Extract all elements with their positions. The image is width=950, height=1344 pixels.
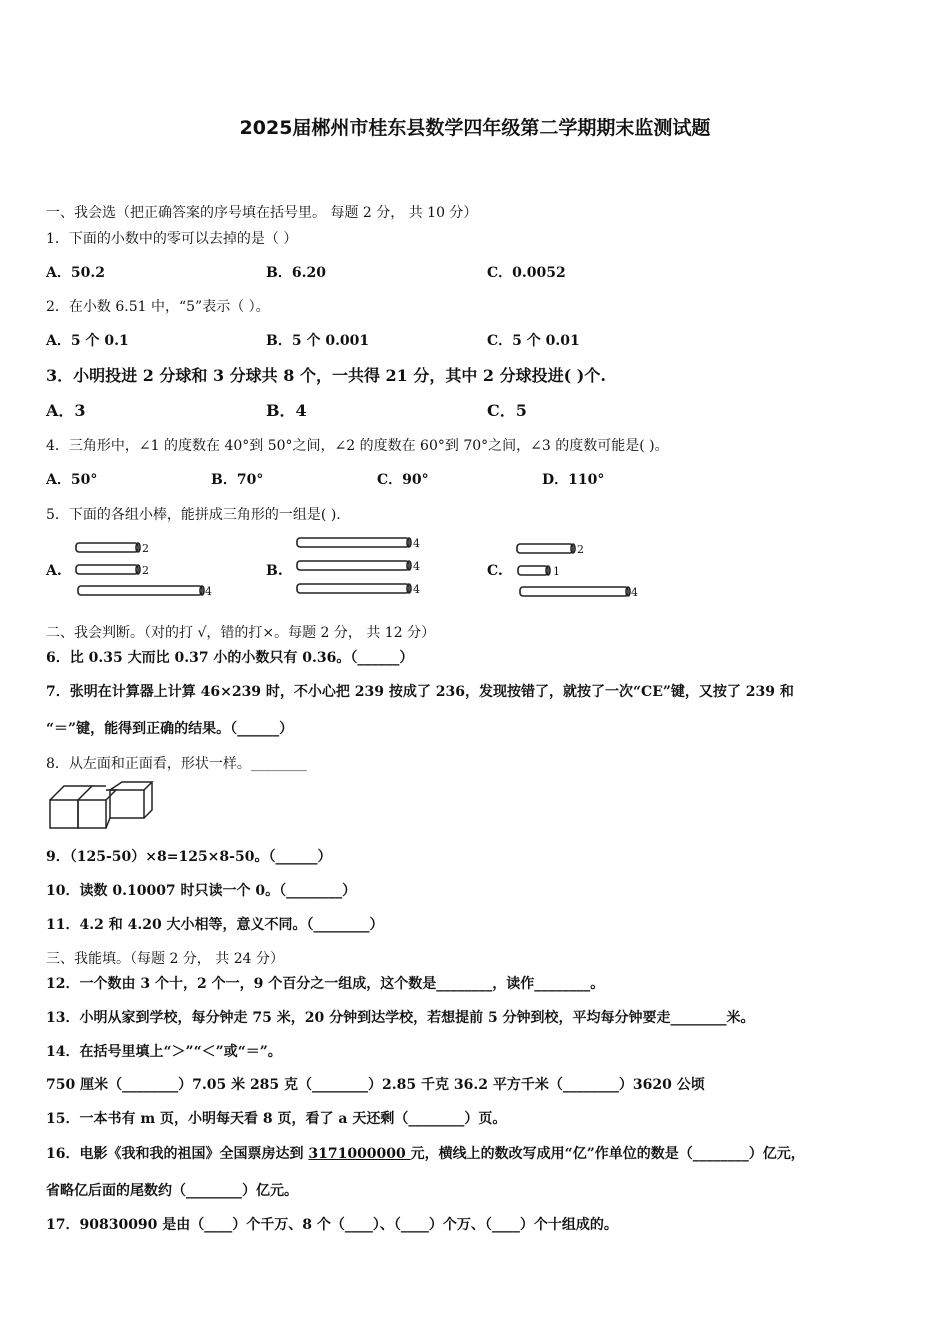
stick-b2 [297, 561, 409, 570]
stick-b2-label: 4 [413, 560, 420, 573]
stick-b3 [297, 584, 409, 593]
stick-a3 [78, 586, 202, 595]
question-16-line-1 [46, 1143, 805, 1163]
section-1-header: 一、我会选（把正确答案的序号填在括号里。 每题 2 分， 共 10 分） [46, 205, 478, 221]
question-2: 2．在小数 6.51 中，“5”表示（ ）。 [46, 299, 270, 315]
question-14-items: 750 厘米（________）7.05 米 285 克（________）2.85 千克 36.2 平方千米（________）3620 公顷 [46, 1077, 705, 1093]
stick-a1 [76, 543, 138, 552]
q16-number: 3171000000 [308, 1146, 411, 1162]
stick-a3-label: 4 [205, 585, 212, 598]
stick-c2-label: 1 [553, 565, 560, 578]
question-5: 5．下面的各组小棒，能拼成三角形的一组是( ). [46, 507, 341, 523]
stick-a2-label: 2 [142, 564, 149, 577]
q16-suffix: 元，横线上的数改写成用“亿”作单位的数是（________）亿元， [410, 1146, 805, 1162]
q4-option-d: D．110° [542, 472, 605, 488]
q3-option-b: B．4 [266, 401, 307, 420]
question-16-line-2: 省略亿后面的尾数约（________）亿元。 [46, 1183, 298, 1199]
question-8: 8．从左面和正面看，形状一样。________ [46, 756, 307, 772]
section-3-header: 三、我能填。（每题 2 分， 共 24 分） [46, 951, 284, 967]
q1-option-a: A．50.2 [46, 265, 105, 281]
stick-c1-label: 2 [577, 543, 584, 556]
stick-b1 [297, 538, 409, 547]
stick-a2 [76, 565, 138, 574]
q3-option-a: A．3 [46, 401, 86, 420]
q5-option-a: A. [46, 563, 62, 579]
q4-option-b: B．70° [211, 472, 264, 488]
question-12: 12．一个数由 3 个十，2 个一，9 个百分之一组成，这个数是________，读作________。 [46, 976, 605, 992]
q8-cubes-figure [46, 780, 156, 832]
question-11: 11．4.2 和 4.20 大小相等，意义不同。（________） [46, 917, 384, 933]
question-13: 13．小明从家到学校，每分钟走 75 米，20 分钟到达学校，若想提前 5 分钟到校，平均每分钟要走________米。 [46, 1010, 755, 1026]
q4-option-a: A．50° [46, 472, 98, 488]
question-15: 15．一本书有 m 页，小明每天看 8 页，看了 a 天还剩（________）页。 [46, 1111, 507, 1127]
q3-option-c: C．5 [487, 401, 527, 420]
stick-b3-label: 4 [413, 583, 420, 596]
q5-option-b: B. [266, 563, 283, 579]
q5-option-c: C. [487, 563, 503, 579]
q1-option-b: B．6.20 [266, 265, 326, 281]
q2-option-a: A．5 个 0.1 [46, 333, 129, 349]
q5-sticks-figure [0, 530, 950, 610]
question-1: 1．下面的小数中的零可以去掉的是（ ） [46, 231, 298, 247]
question-4: 4．三角形中，∠1 的度数在 40°到 50°之间，∠2 的度数在 60°到 70°之间，∠3 的度数可能是( )。 [46, 438, 669, 454]
q2-option-c: C．5 个 0.01 [487, 333, 580, 349]
question-7-line-1: 7．张明在计算器上计算 46×239 时，不小心把 239 按成了 236，发现按错了，就按了一次“CE”键，又按了 239 和 [46, 684, 794, 700]
stick-c2 [518, 566, 548, 575]
question-9: 9．（125-50）×8=125×8-50。（______） [46, 849, 332, 865]
q16-prefix: 16．电影《我和我的祖国》全国票房达到 [46, 1146, 309, 1162]
question-10: 10．读数 0.10007 时只读一个 0。（________） [46, 883, 357, 899]
q4-option-c: C．90° [377, 472, 429, 488]
stick-a1-label: 2 [142, 542, 149, 555]
stick-b1-label: 4 [413, 537, 420, 550]
page-title: 2025届郴州市桂东县数学四年级第二学期期末监测试题 [239, 117, 711, 139]
question-7-line-2: “＝”键，能得到正确的结果。（______） [46, 721, 294, 737]
question-6: 6．比 0.35 大而比 0.37 小的小数只有 0.36。（______） [46, 650, 414, 666]
q2-option-b: B．5 个 0.001 [266, 333, 370, 349]
stick-c3-label: 4 [631, 586, 638, 599]
question-17: 17．90830090 是由（____）个千万、8 个（____）、（____）个万、（____）个十组成的。 [46, 1217, 618, 1233]
stick-c3 [520, 587, 628, 596]
question-14: 14．在括号里填上“＞”“＜”或“＝”。 [46, 1044, 282, 1060]
question-3: 3．小明投进 2 分球和 3 分球共 8 个，一共得 21 分，其中 2 分球投进( )个. [46, 366, 606, 385]
stick-c1 [517, 544, 573, 553]
section-2-header: 二、我会判断。（对的打 √，错的打×。每题 2 分， 共 12 分） [46, 625, 436, 641]
q1-option-c: C．0.0052 [487, 265, 566, 281]
